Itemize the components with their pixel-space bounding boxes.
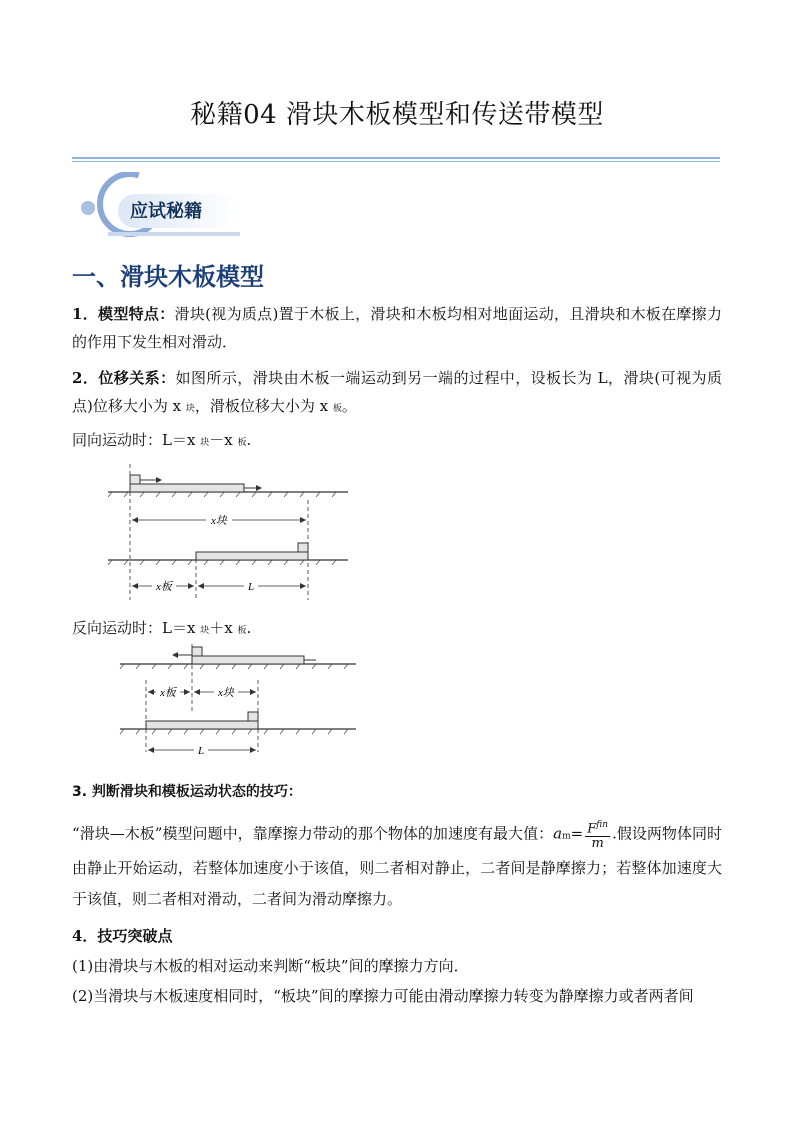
p2-sub2: 板 (332, 404, 342, 414)
p3-heading: 3. 判断滑块和模板运动状态的技巧： (72, 784, 302, 800)
figure-opposite-direction (116, 642, 361, 764)
p2-sub1: 块 (185, 404, 195, 414)
p2-body1: 如图所示，滑块由木板一端运动到另一端的过程中，设板长为 L，滑块(可视为质点)位移大小为 x (72, 369, 722, 415)
p4-item-2: (2)当滑块与木板速度相同时，“板块”间的摩擦力可能由滑动摩擦力转变为静摩擦力或者两者间 (72, 987, 694, 1005)
label-x-block: x块 (211, 515, 227, 527)
figure-same-direction (108, 460, 353, 605)
paragraph-model-features (72, 300, 722, 356)
label-x-board-2: x板 (160, 687, 176, 699)
title-divider-thin (72, 161, 720, 162)
label-x-board: x板 (156, 581, 172, 593)
p2-head: 2．位移关系： (72, 369, 176, 387)
label-x-block-2: x块 (218, 687, 234, 699)
p4-item-1: (1)由滑块与木板的相对运动来判断“板块”间的摩擦力方向． (72, 957, 469, 975)
same-direction-formula: 同向运动时：L＝x 块－x 板. (72, 431, 252, 449)
paragraph-displacement (72, 364, 722, 423)
label-L: L (247, 581, 255, 593)
p2-body2: ，滑板位移大小为 x (194, 397, 333, 415)
title-divider (72, 157, 720, 159)
opposite-direction-formula: 反向运动时：L＝x 块＋x 板. (72, 619, 252, 637)
section-heading: 一、滑块木板模型 (72, 263, 264, 291)
formula-fraction: $\frac{F^{fin}}{m}$ (587, 820, 609, 852)
paragraph-technique: “滑块—木板”模型问题中，靠摩擦力带动的那个物体的加速度有最大值：am= $\frac{F^{fin}}{m}$ .假设两物体同时由静止开始运动，若整体加速度小于该值，则二者相对静止，二者间是静摩擦力；若整体加速度大于该值，则二者相对滑动，二者间为滑动摩擦力。 (72, 820, 722, 908)
p1-body: 滑块(视为质点)置于木板上，滑块和木板均相对地面运动，且滑块和木板在摩擦力的作用下发生相对滑动． (72, 305, 722, 351)
p4-heading: 4．技巧突破点 (72, 927, 173, 945)
label-L-2: L (197, 745, 205, 757)
badge-label: 应试秘籍 (130, 201, 202, 222)
page-title: 秘籍04 滑块木板模型和传送带模型 (190, 100, 604, 130)
p1-head: 1．模型特点： (72, 305, 175, 323)
p2-body3: 。 (341, 397, 357, 415)
